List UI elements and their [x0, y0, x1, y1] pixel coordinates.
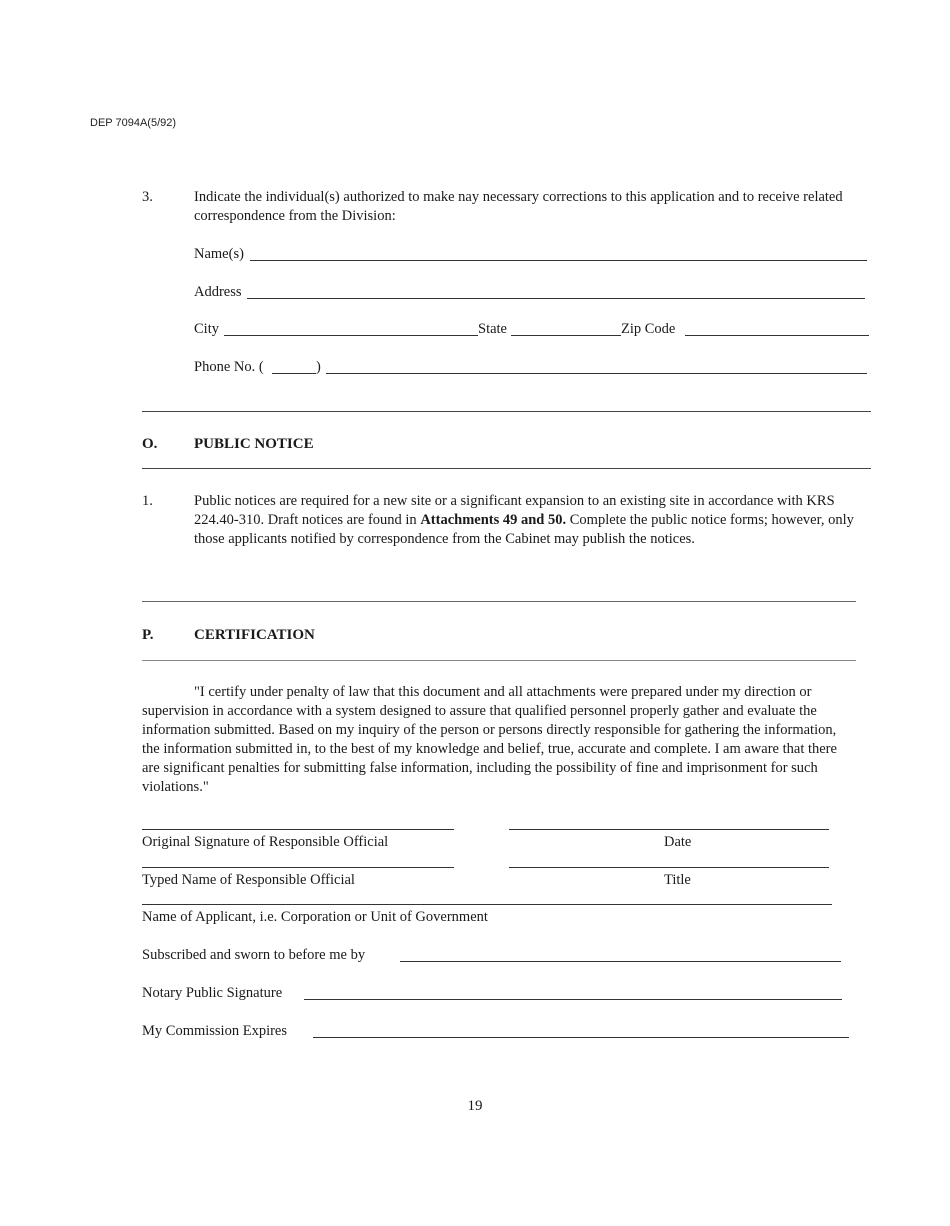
- state-label: State: [478, 321, 507, 337]
- section-p-bottom-rule: [142, 660, 856, 661]
- state-field[interactable]: [511, 335, 621, 336]
- phone-label: Phone No. (: [194, 359, 264, 375]
- phone-area-code-field[interactable]: [272, 373, 316, 374]
- form-code: DEP 7094A(5/92): [90, 117, 177, 129]
- phone-number-field[interactable]: [326, 373, 867, 374]
- zip-label: Zip Code: [621, 321, 676, 337]
- applicant-name-line[interactable]: [142, 904, 832, 905]
- city-label: City: [194, 321, 219, 337]
- item-3-number: 3.: [142, 189, 153, 205]
- public-notice-text-1: Public notices are required for a new site or a significant expansion to an existing site in accordance with KRS 224.40-310. Draft notices are found in: [194, 493, 835, 528]
- name-field[interactable]: [250, 260, 867, 261]
- zip-field[interactable]: [685, 335, 869, 336]
- subscribed-label: Subscribed and sworn to before me by: [142, 947, 366, 963]
- phone-close-paren: ): [316, 359, 321, 375]
- address-label: Address: [194, 284, 242, 300]
- typed-name-label: Typed Name of Responsible Official: [142, 872, 355, 888]
- signature-label: Original Signature of Responsible Official: [142, 834, 389, 850]
- signature-line[interactable]: [142, 829, 454, 830]
- section-o-top-rule: [142, 411, 871, 412]
- public-notice-text-2: Complete the public notice forms; however, only those applicants notified by correspondence from the Cabinet may publish the notices.: [194, 512, 854, 547]
- commission-expires-field[interactable]: [313, 1037, 849, 1038]
- city-field[interactable]: [224, 335, 478, 336]
- section-p-top-rule: [142, 601, 856, 602]
- applicant-label: Name of Applicant, i.e. Corporation or Unit of Government: [142, 909, 488, 925]
- page-number: 19: [467, 1098, 483, 1114]
- title-label: Title: [664, 872, 691, 888]
- section-o-letter: O.: [142, 436, 158, 452]
- section-o-title: PUBLIC NOTICE: [194, 436, 314, 452]
- date-line[interactable]: [509, 829, 829, 830]
- commission-label: My Commission Expires: [142, 1023, 288, 1039]
- date-label: Date: [664, 834, 692, 850]
- typed-name-line[interactable]: [142, 867, 454, 868]
- section-o-item-number: 1.: [142, 493, 153, 509]
- section-o-item-text: [194, 492, 878, 549]
- section-p-title: CERTIFICATION: [194, 627, 315, 643]
- attachments-reference: Attachments 49 and 50.: [420, 512, 567, 528]
- notary-label: Notary Public Signature: [142, 985, 283, 1001]
- title-line[interactable]: [509, 867, 829, 868]
- notary-signature-field[interactable]: [304, 999, 842, 1000]
- section-p-letter: P.: [142, 627, 154, 643]
- name-label: Name(s): [194, 246, 244, 262]
- section-o-bottom-rule: [142, 468, 871, 469]
- subscribed-field[interactable]: [400, 961, 841, 962]
- address-field[interactable]: [247, 298, 865, 299]
- certification-statement: "I certify under penalty of law that this document and all attachments were prepared under my direction or supervision in accordance with a system designed to assure that qualified personnel properly gather and evaluate the information submitted. Based on my inquiry of the person or persons directly responsible for gathering the information, the information submitted in, to the best of my knowledge and belief, true, accurate and complete. I am aware that there are significant penalties for submitting false information, including the possibility of fine and imprisonment for such violations.": [142, 684, 837, 795]
- item-3-text: Indicate the individual(s) authorized to make nay necessary corrections to this application and to receive related correspondence from the Division:: [194, 189, 843, 224]
